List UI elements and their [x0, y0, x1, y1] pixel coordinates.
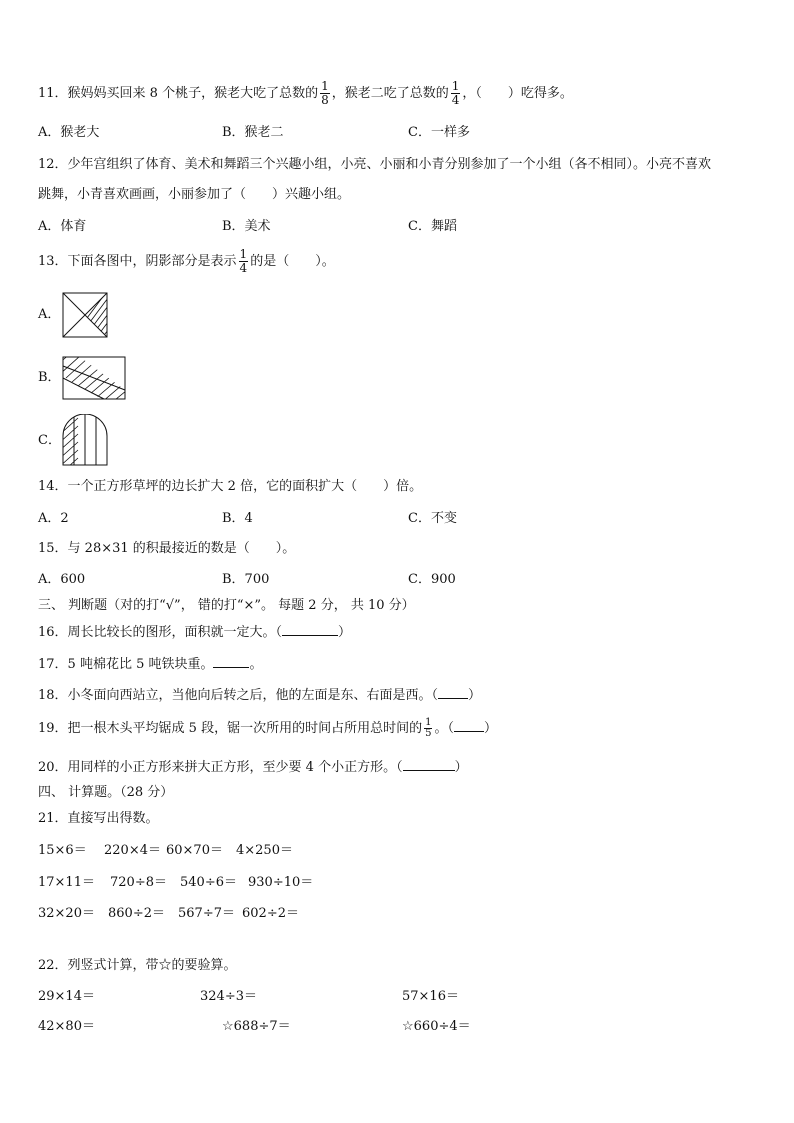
q11-text-c: ，（ ）吃得多。: [462, 86, 573, 101]
q13-figure-a[interactable]: [62, 292, 108, 338]
q13-text-a: 13．下面各图中，阴影部分是表示: [38, 254, 237, 269]
calc-item: 720÷8＝: [110, 875, 167, 890]
question-13: [38, 248, 335, 275]
q13-label-b[interactable]: B．: [38, 370, 61, 385]
question-19: 19．把一根木头平均锯成 5 段，锯一次所用的时间占所用总时间的 $\frac{1}{5}$ 。（ ）: [38, 717, 497, 739]
q11-option-b[interactable]: B．猴老二: [222, 125, 284, 140]
calc-item: 32×20＝: [38, 906, 95, 921]
question-11: [38, 80, 573, 107]
q13-figure-b[interactable]: [62, 356, 126, 400]
calc-item: 57×16＝: [402, 989, 459, 1004]
q15-option-b[interactable]: B．700: [222, 572, 270, 587]
q12-option-a[interactable]: A．体育: [38, 219, 87, 234]
answer-blank[interactable]: [282, 623, 338, 636]
q15-option-a[interactable]: A．600: [38, 572, 86, 587]
q11-fraction-2: $\frac{1}{4}$: [451, 79, 460, 107]
question-21-title: 21．直接写出得数。: [38, 811, 159, 826]
calc-item: 540÷6＝: [180, 875, 237, 890]
q13-fraction: $\frac{1}{4}$: [239, 247, 248, 275]
question-16: 16．周长比较长的图形，面积就一定大。（ ）: [38, 625, 352, 640]
q12-option-c[interactable]: C．舞蹈: [408, 219, 457, 234]
answer-blank[interactable]: [454, 719, 484, 732]
q15-option-c[interactable]: C．900: [408, 572, 456, 587]
square-diagonals-figure: [62, 292, 108, 338]
calc-item: 602÷2＝: [242, 906, 299, 921]
question-15: 15．与 28×31 的积最接近的数是（ ）。: [38, 541, 296, 556]
calc-item: 324÷3＝: [200, 989, 257, 1004]
question-12-line2: 跳舞，小青喜欢画画，小丽参加了（ ）兴趣小组。: [38, 187, 351, 202]
q11-text-a: 11．猴妈妈买回来 8 个桃子，猴老大吃了总数的: [38, 86, 319, 101]
calc-item: 860÷2＝: [108, 906, 165, 921]
calc-item: 567÷7＝: [178, 906, 235, 921]
q13-label-a[interactable]: A．: [38, 307, 61, 322]
q13-label-c[interactable]: C．: [38, 433, 61, 448]
q13-figure-c[interactable]: [62, 414, 108, 466]
arch-figure: [62, 414, 108, 466]
question-17: 17．5 吨棉花比 5 吨铁块重。 。: [38, 657, 263, 672]
calc-item: 4×250＝: [236, 843, 293, 858]
q11-fraction-1: $\frac{1}{8}$: [321, 79, 329, 107]
section-3-heading: 三、 判断题（对的打“√”， 错的打“×”。 每题 2 分， 共 10 分）: [38, 598, 415, 613]
q11-text-b: ，猴老二吃了总数的: [331, 86, 449, 101]
calc-item: 29×14＝: [38, 989, 95, 1004]
calc-item: ☆688÷7＝: [222, 1019, 291, 1034]
question-20: 20．用同样的小正方形来拼大正方形，至少要 4 个小正方形。（ ）: [38, 760, 468, 775]
answer-blank[interactable]: [403, 758, 455, 771]
calc-item: 930÷10＝: [248, 875, 314, 890]
question-22-title: 22．列竖式计算，带☆的要验算。: [38, 958, 237, 973]
q11-option-c[interactable]: C．一样多: [408, 125, 470, 140]
q19-fraction: $\frac{1}{5}$: [425, 717, 432, 739]
rectangle-stripe-figure: [62, 356, 126, 400]
calc-item: ☆660÷4＝: [402, 1019, 471, 1034]
q11-option-a[interactable]: A．猴老大: [38, 125, 100, 140]
calc-item: 42×80＝: [38, 1019, 95, 1034]
q14-option-c[interactable]: C．不变: [408, 511, 457, 526]
question-14: 14．一个正方形草坪的边长扩大 2 倍，它的面积扩大（ ）倍。: [38, 479, 423, 494]
calc-item: 17×11＝: [38, 875, 95, 890]
question-18: 18．小冬面向西站立，当他向后转之后，他的左面是东、右面是西。（ ）: [38, 688, 482, 703]
q14-option-b[interactable]: B．4: [222, 511, 253, 526]
q14-option-a[interactable]: A．2: [38, 511, 69, 526]
answer-blank[interactable]: [438, 686, 468, 699]
q12-option-b[interactable]: B．美术: [222, 219, 271, 234]
question-12-line1: 12．少年宫组织了体育、美术和舞蹈三个兴趣小组，小亮、小丽和小青分别参加了一个小组（各不相同）。小亮不喜欢: [38, 157, 712, 172]
section-4-heading: 四、 计算题。（28 分）: [38, 785, 174, 800]
answer-blank[interactable]: [213, 655, 249, 668]
calc-item: 15×6＝: [38, 843, 87, 858]
calc-item: 60×70＝: [166, 843, 223, 858]
q13-text-b: 的是（ ）。: [250, 254, 335, 269]
calc-item: 220×4＝: [104, 843, 161, 858]
